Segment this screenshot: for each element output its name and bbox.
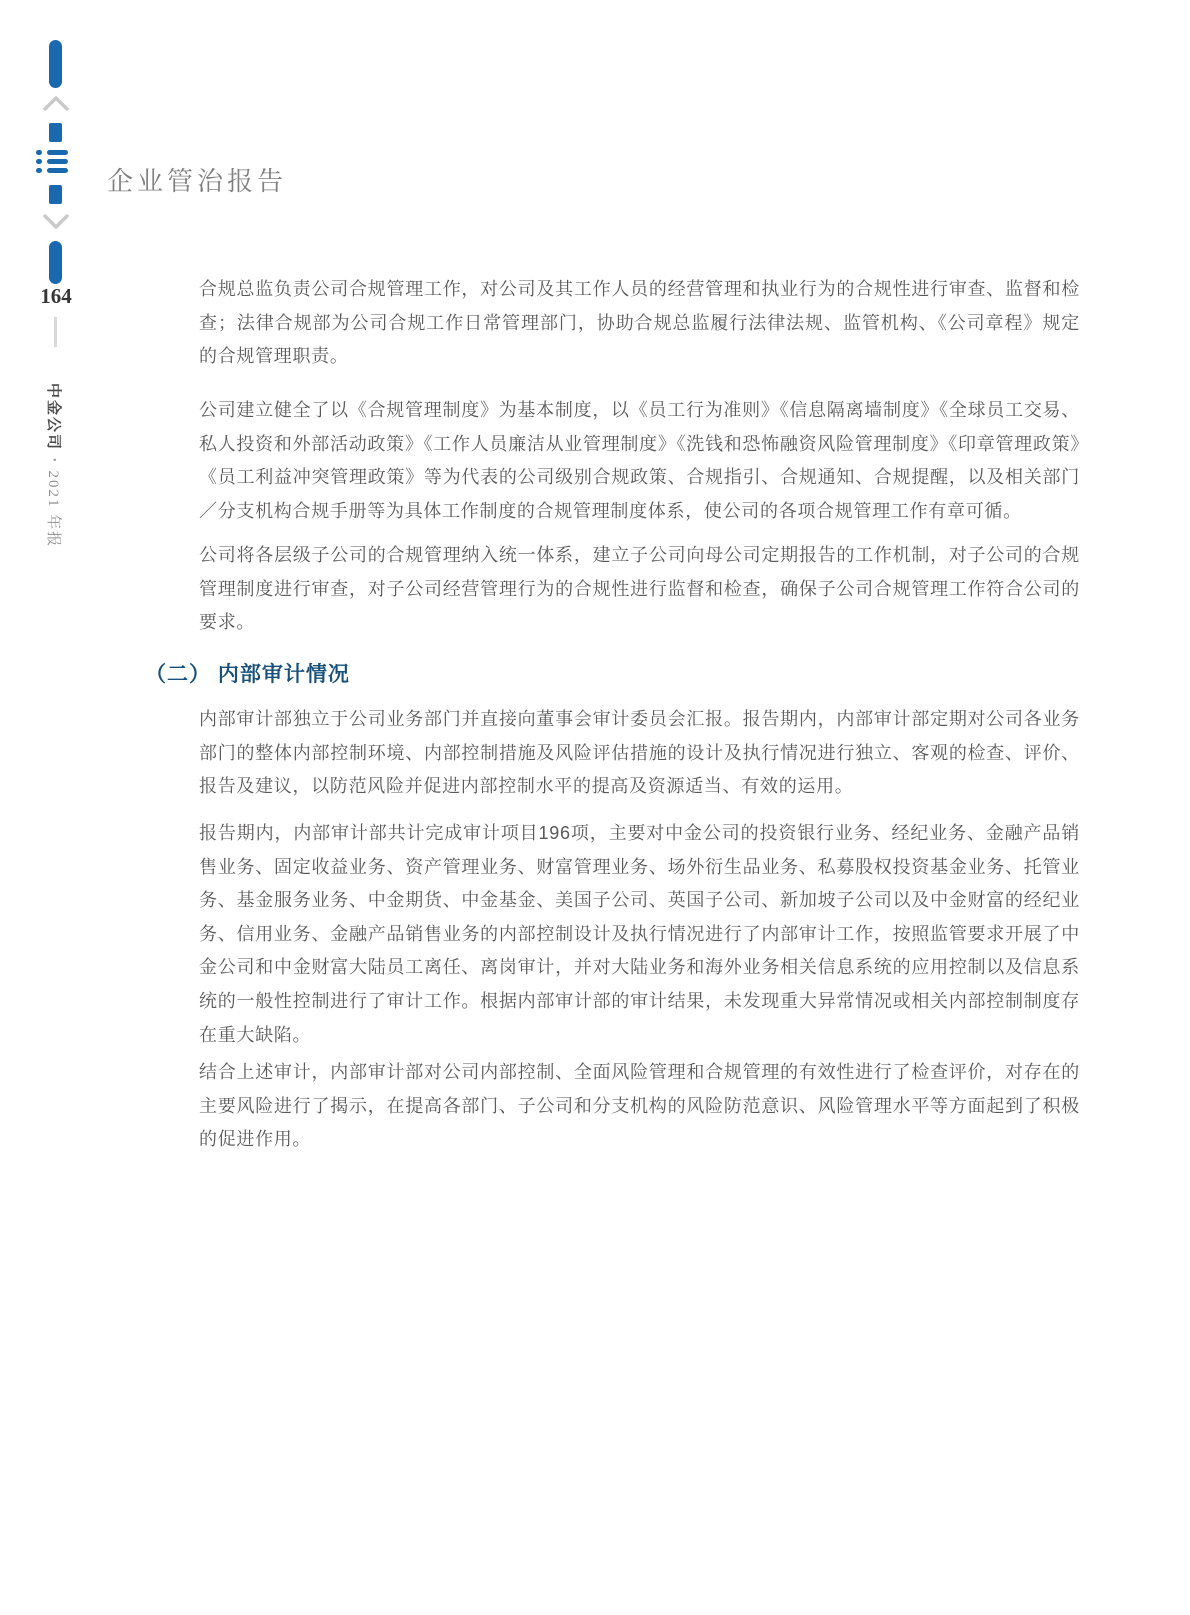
compliance-paragraph-2: 公司建立健全了以《合规管理制度》为基本制度，以《员工行为准则》《信息隔离墙制度》《全球员工交易、私人投资和外部活动政策》《工作人员廉洁从业管理制度》《洗钱和恐怖融资风险管理制度》《印章管理政策》《员工利益冲突管理政策》等为代表的公司级别合规政策、合规指引、合规通知、合规提醒，以及相关部门／分支机构合规手册等为具体工作制度的合规管理制度体系，使公司的各项合规管理工作有章可循。	[199, 400, 1080, 521]
vertical-bar-icon	[49, 241, 62, 284]
list-icon	[36, 150, 68, 173]
compliance-paragraph-1: 合规总监负责公司合规管理工作，对公司及其工作人员的经营管理和执业行为的合规性进行审查、监督和检查；法律合规部为公司合规工作日常管理部门，协助合规总监履行法律法规、监管机构、《公司章程》规定的合规管理职责。	[199, 279, 1080, 367]
spine-company-name: 中金公司	[45, 383, 61, 452]
spine-separator-dot: •	[48, 458, 59, 464]
page-number-rule	[54, 317, 57, 347]
internal-audit-paragraph-3: 结合上述审计，内部审计部对公司内部控制、全面风险管理和合规管理的有效性进行了检查评价，对存在的主要风险进行了揭示，在提高各部门、子公司和分支机构的风险防范意识、风险管理水平等方面起到了积极的促进作用。	[199, 1062, 1080, 1150]
internal-audit-paragraph-2: 报告期内，内部审计部共计完成审计项目196项，主要对中金公司的投资银行业务、经纪业务、金融产品销售业务、固定收益业务、资产管理业务、财富管理业务、场外衍生品业务、私募股权投资基金业务、托管业务、基金服务业务、中金期货、中金基金、美国子公司、英国子公司、新加坡子公司以及中金财富的经纪业务、信用业务、金融产品销售业务的内部控制设计及执行情况进行了内部审计工作，按照监管要求开展了中金公司和中金财富大陆员工离任、离岗审计，并对大陆业务和海外业务相关信息系统的应用控制以及信息系统的一般性控制进行了审计工作。根据内部审计部的审计结果，未发现重大异常情况或相关内部控制制度存在重大缺陷。	[199, 823, 1080, 1045]
spine-text	[44, 383, 65, 548]
square-icon	[49, 123, 62, 142]
square-icon	[49, 185, 62, 204]
internal-audit-paragraph-1: 内部审计部独立于公司业务部门并直接向董事会审计委员会汇报。报告期内，内部审计部定期对公司各业务部门的整体内部控制环境、内部控制措施及风险评估措施的设计及执行情况进行独立、客观的检查、评价、报告及建议，以防范风险并促进内部控制水平的提高及资源适当、有效的运用。	[199, 709, 1080, 797]
spine-year-label: 2021 年报	[45, 470, 61, 549]
vertical-bar-icon	[49, 40, 62, 88]
chevron-up-icon	[42, 93, 70, 113]
chevron-down-icon	[42, 212, 70, 232]
internal-audit-heading: （二） 内部审计情况	[145, 663, 350, 686]
page-title: 企业管治报告	[107, 167, 288, 197]
compliance-paragraph-3: 公司将各层级子公司的合规管理纳入统一体系，建立子公司向母公司定期报告的工作机制，对子公司的合规管理制度进行审查，对子公司经营管理行为的合规性进行监督和检查，确保子公司合规管理工作符合公司的要求。	[199, 545, 1080, 633]
page-number: 164	[40, 284, 72, 308]
